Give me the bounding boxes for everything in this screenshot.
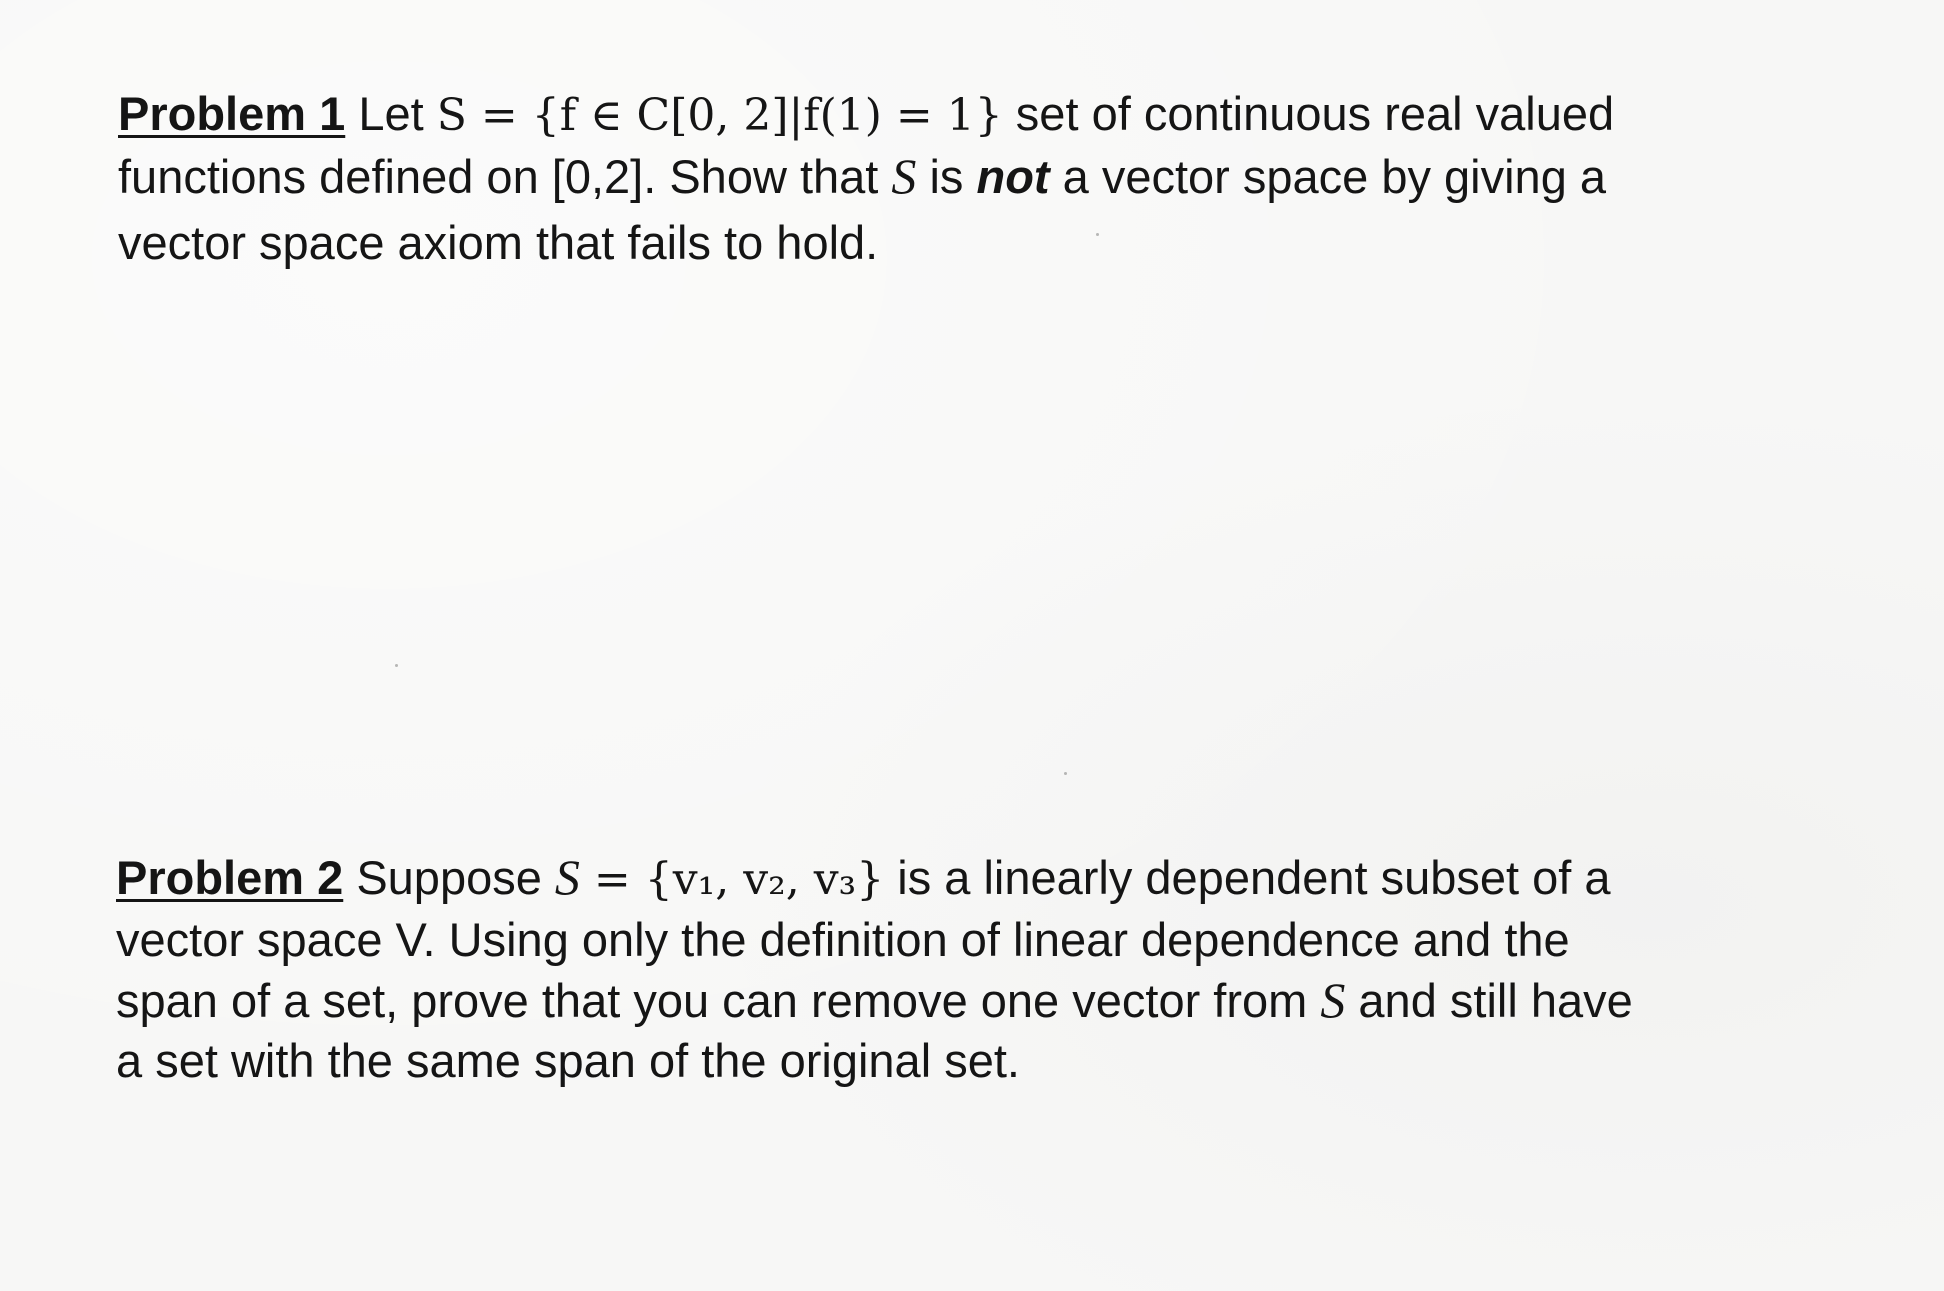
problem-1-line-1 bbox=[118, 84, 1758, 146]
scan-speck bbox=[1064, 772, 1067, 775]
vector-set-math: {v₁, v₂, v₃} bbox=[644, 854, 885, 905]
problem-2-line-1 bbox=[116, 847, 1776, 910]
text: is bbox=[916, 150, 977, 203]
math-variable: S bbox=[554, 849, 580, 905]
math-variable: S bbox=[1320, 972, 1346, 1028]
problem-1 bbox=[118, 84, 1758, 273]
text: vector space V. Using only the definition of linear dependence and the bbox=[116, 913, 1570, 966]
problem-2-heading: Problem 2 bbox=[116, 851, 344, 904]
text: and still have bbox=[1345, 974, 1633, 1027]
text: functions defined on [0,2]. Show that bbox=[118, 150, 892, 203]
problem-1-line-3 bbox=[118, 213, 1758, 273]
emphasized-word: not bbox=[976, 150, 1050, 203]
problem-2-line-2 bbox=[116, 910, 1776, 970]
text: set of continuous real valued bbox=[1002, 87, 1615, 140]
text: span of a set, prove that you can remove one vector from bbox=[116, 974, 1321, 1027]
text: vector space axiom that fails to hold. bbox=[118, 216, 879, 269]
scan-speck bbox=[395, 664, 398, 667]
set-definition-math: S = {f ∈ C[0, 2]|f(1) = 1} bbox=[436, 90, 1003, 141]
problem-2-line-4 bbox=[116, 1031, 1776, 1091]
text: a vector space by giving a bbox=[1049, 150, 1607, 203]
text: Let bbox=[358, 87, 437, 140]
problem-2 bbox=[116, 847, 1776, 1091]
text: is a linearly dependent subset of a bbox=[884, 851, 1611, 904]
problem-2-line-3 bbox=[116, 970, 1776, 1031]
text: Suppose bbox=[356, 851, 555, 904]
problem-1-heading: Problem 1 bbox=[118, 87, 346, 140]
text: a set with the same span of the original set. bbox=[116, 1034, 1020, 1087]
math-variable: S bbox=[891, 148, 917, 204]
problem-1-line-2 bbox=[118, 146, 1758, 207]
math-operator: = bbox=[579, 854, 645, 905]
